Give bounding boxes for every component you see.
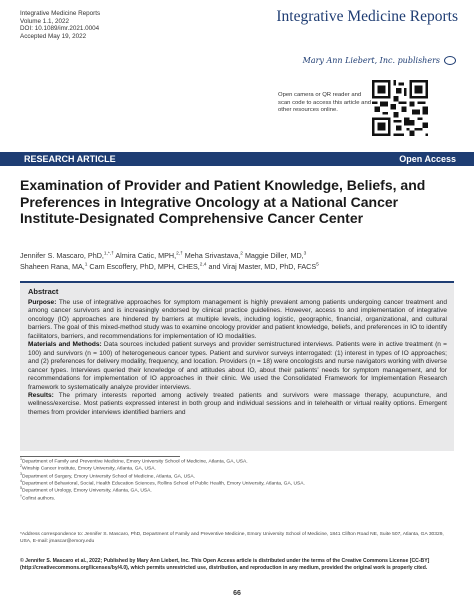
article-title: Examination of Provider and Patient Knowledge, Beliefs, and Preferences in Integrative Oncology at a National Cancer Institute-Designated Comprehensive Cancer Center <box>20 177 426 227</box>
author-list <box>20 250 460 272</box>
correspondence-note: *Address correspondence to: Jennifer S. Mascaro, PhD, Department of Family and Preventive Medicine, Emory University School of Medicine, 1841 Clifton Road NE, Suite 507, Atlanta, GA 30329, USA, E-mail: jmascar@emory.edu <box>20 532 444 544</box>
abstract-purpose: Purpose: The use of integrative approaches for symptom management is highly prevalent among patients undergoing cancer treatment and among cancer survivors and is increasingly endorsed by clinical practice guidelines. However, access to and implementation of integrative oncology (IO) approaches are hindered by barriers at multiple levels, including logistic, geographic, financial, organizational, and cultural barriers. The goal of this mixed-method study was to examine oncology provider and patient knowledge, beliefs, and preferences in IO to identify facilitators, barriers, and recommendations for implementation of IO modalities. <box>28 299 447 340</box>
article-type-label: RESEARCH ARTICLE <box>24 154 116 164</box>
affiliation: $^4$Department of Behavioral, Social, Health Education Sciences, Rollins School of Public Health, Emory University, Atlanta, GA, USA. <box>20 478 305 487</box>
author[interactable]: and Viraj Master, MD, PhD, FACS$^5$ <box>206 262 319 271</box>
accepted-date-line: Accepted May 19, 2022 <box>20 32 87 40</box>
author[interactable]: Maggie Diller, MD,$^3$ <box>242 251 307 260</box>
open-access-label: Open Access <box>399 154 456 164</box>
publisher-name: Mary Ann Liebert, Inc. publishers <box>302 56 440 65</box>
volume-line: Volume 1.1, 2022 <box>20 17 70 25</box>
qr-code-icon[interactable] <box>372 80 428 136</box>
author[interactable]: Jennifer S. Mascaro, PhD,$^{1,*,\dagger}$ <box>20 251 114 260</box>
publisher-logo <box>303 56 456 65</box>
abstract-methods: Materials and Methods: Data sources included patient surveys and provider semistructured interviews. Patients were in active treatment (n = 100) and survivors (n = 100) of heterogeneous cancer types. Patient and survivor surveys interrogated: (1) interest in types of IO approaches; and (2) preferences for delivery modality, frequency, and location. Providers (n = 18) were oncologists and nurse navigators working with diverse cancer types. Interviews queried their knowledge of and attitudes about IO, about their patients' needs for symptom management, and for recommendations for implementation of IO approaches in their clinic. We used the Consolidated Framework for Implementation Research framework to systematically analyze provider interviews. <box>28 341 447 391</box>
abstract-heading: Abstract <box>28 287 59 296</box>
affiliation: $^3$Department of Surgery, Emory University School of Medicine, Atlanta, GA, USA. <box>20 471 196 480</box>
affiliation: $^2$Winship Cancer Institute, Emory University, Atlanta, GA, USA. <box>20 464 156 472</box>
footnote-divider <box>20 456 180 457</box>
affiliation: †Cofirst authors. <box>20 493 56 502</box>
author[interactable]: Cam Escoffery, PhD, MPH, CHES,$^{2,4}$ <box>87 262 207 271</box>
author[interactable]: Shaheen Rana, MA,$^1$ <box>20 262 88 271</box>
publisher-logo-icon <box>444 56 456 65</box>
abstract-results: Results: The primary interests reported among actively treated patients and survivors were massage therapy, acupuncture, and wellness/exercise. Most patients expressed interest in both group and individual sessions and in telehealth or virtual reality options. Emergent themes from provider interviews identified barriers and <box>28 391 447 416</box>
doi-line[interactable]: DOI: 10.1089/imr.2021.0004 <box>20 25 100 33</box>
affiliation: $^5$Department of Urology, Emory University, Atlanta, GA, USA. <box>20 486 152 494</box>
affiliation: $^1$Department of Family and Preventive Medicine, Emory University School of Medicine, Atlanta, GA, USA. <box>20 457 248 465</box>
author[interactable]: Meha Srivastava,$^2$ <box>182 251 243 260</box>
journal-title: Integrative Medicine Reports <box>276 8 458 25</box>
journal-name-line: Integrative Medicine Reports <box>20 10 101 17</box>
license-statement: © Jennifer S. Mascaro et al., 2022; Published by Mary Ann Liebert, Inc. This Open Access article is distributed under the terms of the Creative Commons License [CC-BY] (http://creativecommons.org/licenses/by/4.0), which permits unrestricted use, distribution, and reproduction in any medium, provided the original work is properly cited. <box>20 558 430 571</box>
affiliations <box>20 459 450 503</box>
journal-meta <box>20 10 100 40</box>
qr-instructions: Open camera or QR reader and scan code to access this article and other resources online. <box>278 92 371 114</box>
page-number: 66 <box>233 590 241 597</box>
article-type-banner <box>0 152 474 166</box>
author[interactable]: Almira Catic, MPH,$^{2,\dagger}$ <box>113 251 183 260</box>
abstract-box <box>20 281 454 451</box>
